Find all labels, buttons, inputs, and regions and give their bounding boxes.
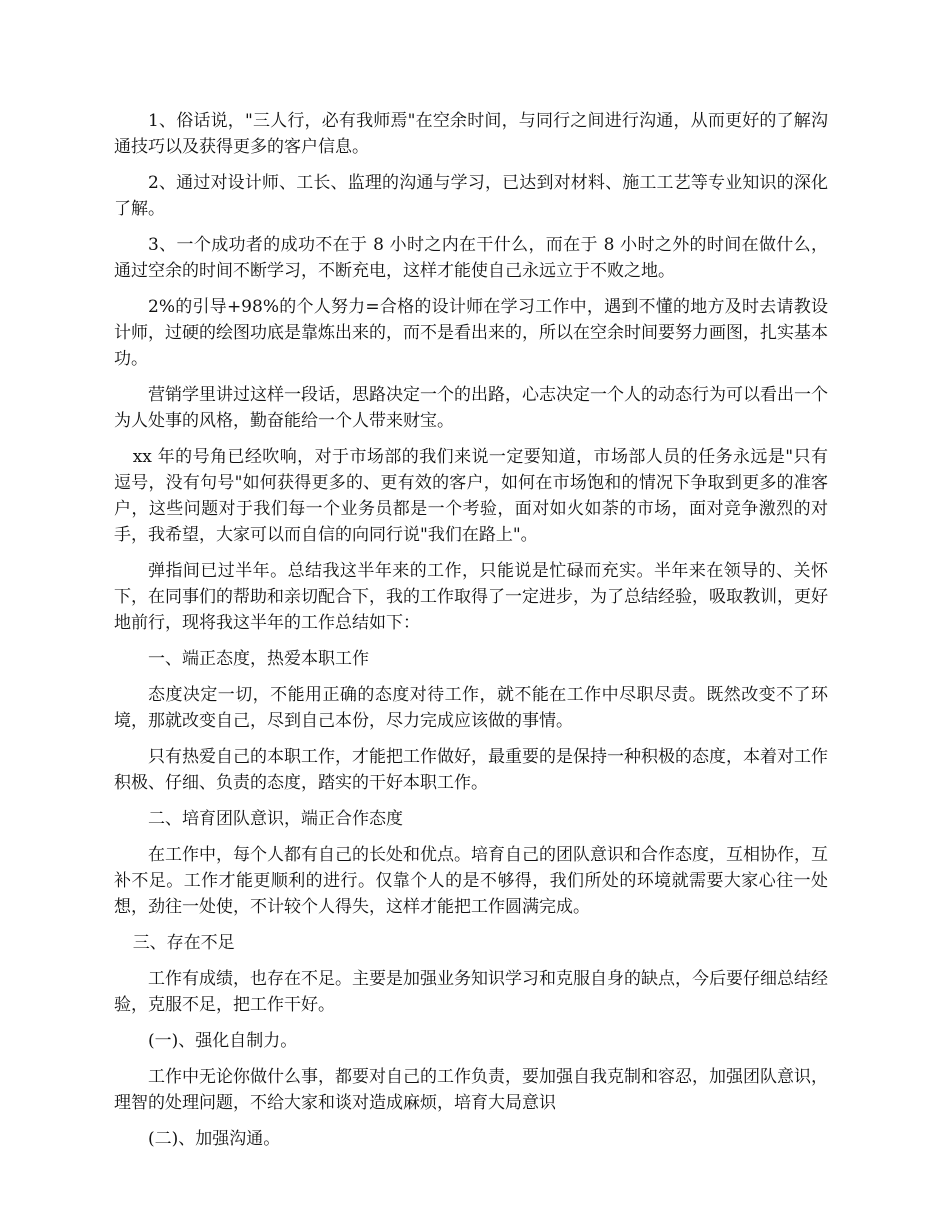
subheading-1: (一)、强化自制力。 (148, 1031, 298, 1051)
paragraph-3: 3、一个成功者的成功不在于 8 小时之内在干什么，而在于 8 小时之外的时间在做什么，通过空余的时间不断学习，不断充电，这样才能使自己永远立于不败之地。 (114, 235, 828, 281)
paragraph-11: 工作有成绩，也存在不足。主要是加强业务知识学习和克服自身的缺点，今后要仔细总结经验，克服不足，把工作干好。 (114, 969, 828, 1015)
document-body (114, 108, 828, 1162)
section-heading-3: 三、存在不足 (132, 933, 235, 953)
paragraph-9: 只有热爱自己的本职工作，才能把工作做好，最重要的是保持一种积极的态度，本着对工作积极、仔细、负责的态度，踏实的干好本职工作。 (114, 747, 828, 793)
paragraph-4: 2%的引导+98%的个人努力=合格的设计师在学习工作中，遇到不懂的地方及时去请教设计师，过硬的绘图功底是靠炼出来的，而不是看出来的，所以在空余时间要努力画图，扎实基本功。 (114, 297, 828, 369)
paragraph-1: 1、俗话说，"三人行，必有我师焉"在空余时间，与同行之间进行沟通，从而更好的了解沟通技巧以及获得更多的客户信息。 (114, 111, 828, 157)
paragraph-5: 营销学里讲过这样一段话，思路决定一个的出路，心志决定一个人的动态行为可以看出一个为人处事的风格，勤奋能给一个人带来财宝。 (114, 385, 828, 431)
paragraph-12: 工作中无论你做什么事，都要对自己的工作负责，要加强自我克制和容忍，加强团队意识，理智的处理问题，不给大家和谈对造成麻烦，培育大局意识 (114, 1067, 828, 1113)
subheading-2: (二)、加强沟通。 (148, 1129, 281, 1149)
paragraph-6: xx 年的号角已经吹响，对于市场部的我们来说一定要知道，市场部人员的任务永远是"只有逗号，没有句号"如何获得更多的、更有效的客户，如何在市场饱和的情况下争取到更多的准客户，这些问题对于我们每一个业务员都是一个考验，面对如火如荼的市场，面对竞争激烈的对手，我希望，大家可以而自信的向同行说"我们在路上"。 (114, 447, 828, 545)
paragraph-10: 在工作中，每个人都有自己的长处和优点。培育自己的团队意识和合作态度，互相协作，互补不足。工作才能更顺利的进行。仅靠个人的是不够得，我们所处的环境就需要大家心往一处想，劲往一处使，不计较个人得失，这样才能把工作圆满完成。 (114, 845, 828, 917)
section-heading-2: 二、培育团队意识，端正合作态度 (148, 809, 403, 829)
paragraph-7: 弹指间已过半年。总结我这半年来的工作，只能说是忙碌而充实。半年来在领导的、关怀下，在同事们的帮助和亲切配合下，我的工作取得了一定进步，为了总结经验，吸取教训，更好地前行，现将我这半年的工作总结如下： (114, 561, 828, 633)
paragraph-2: 2、通过对设计师、工长、监理的沟通与学习，已达到对材料、施工工艺等专业知识的深化了解。 (114, 173, 828, 219)
section-heading-1: 一、端正态度，热爱本职工作 (148, 649, 369, 669)
paragraph-8: 态度决定一切，不能用正确的态度对待工作，就不能在工作中尽职尽责。既然改变不了环境，那就改变自己，尽到自己本份，尽力完成应该做的事情。 (114, 685, 828, 731)
